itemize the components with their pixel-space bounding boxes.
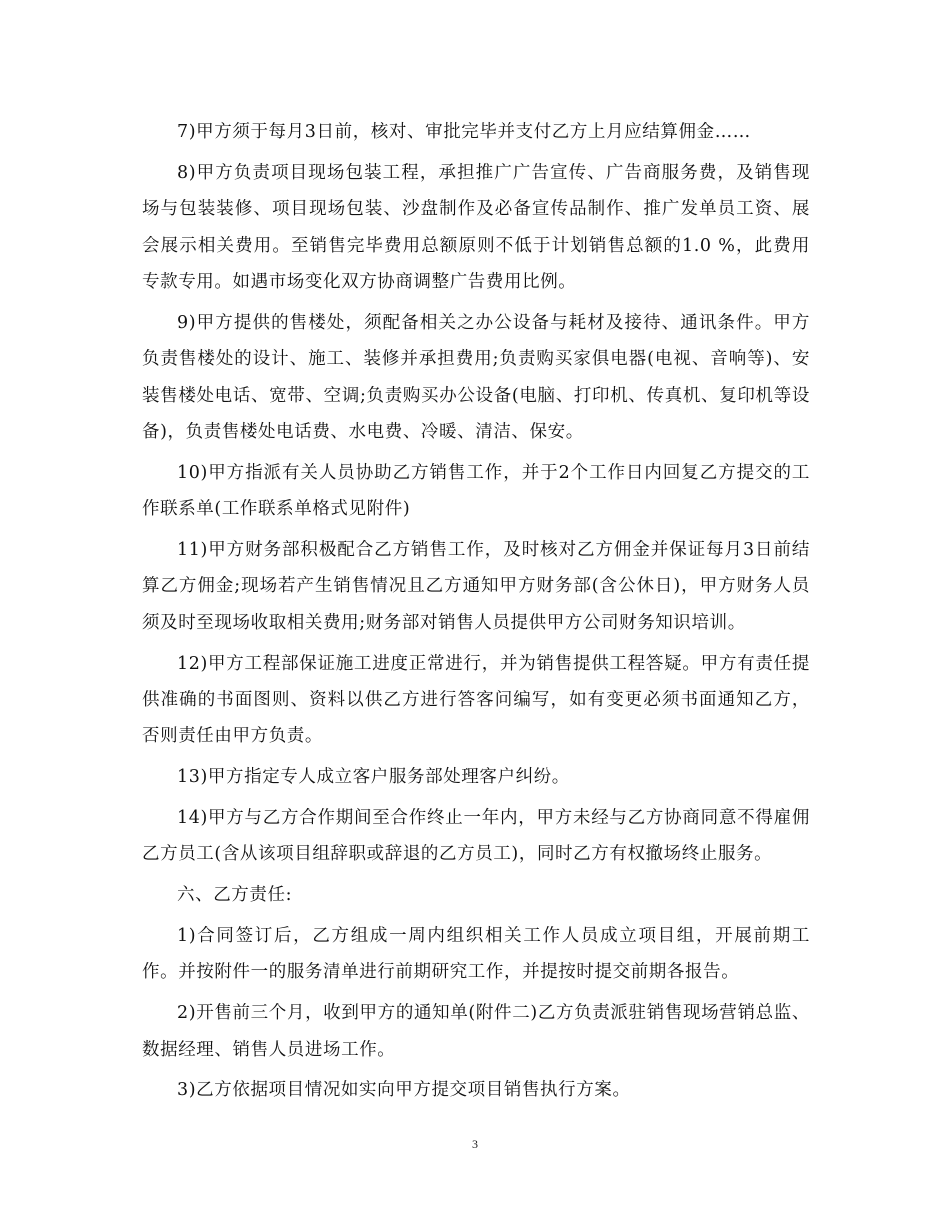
paragraph-11: 11)甲方财务部积极配合乙方销售工作，及时核对乙方佣金并保证每月3日前结算乙方佣金;现场若产生销售情况且乙方通知甲方财务部(含公休日)，甲方财务人员须及时至现场收取相关费用;财务部对销售人员提供甲方公司财务知识培训。 — [142, 540, 810, 633]
paragraph-8: 8)甲方负责项目现场包装工程，承担推广广告宣传、广告商服务费，及销售现场与包装装修、项目现场包装、沙盘制作及必备宣传品制作、推广发单员工资、展会展示相关费用。至销售完毕费用总额原则不低于计划销售总额的1.0 %，此费用专款专用。如遇市场变化双方协商调整广告费用比例。 — [142, 162, 810, 293]
document-body — [142, 114, 810, 1113]
paragraph-12: 12)甲方工程部保证施工进度正常进行，并为销售提供工程答疑。甲方有责任提供准确的书面图则、资料以供乙方进行答客问编写，如有变更必须书面通知乙方，否则责任由甲方负责。 — [142, 653, 810, 747]
paragraph-14: 14)甲方与乙方合作期间至合作终止一年内，甲方未经与乙方协商同意不得雇佣乙方员工(含从该项目组辞职或辞退的乙方员工)，同时乙方有权撤场终止服务。 — [142, 808, 810, 865]
party-b-item-1: 1)合同签订后，乙方组成一周内组织相关工作人员成立项目组，开展前期工作。并按附件一的服务清单进行前期研究工作，并提按时提交前期各报告。 — [142, 926, 810, 983]
paragraph-10: 10)甲方指派有关人员协助乙方销售工作，并于2个工作日内回复乙方提交的工作联系单(工作联系单格式见附件) — [142, 462, 810, 520]
party-b-item-2: 2)开售前三个月，收到甲方的通知单(附件二)乙方负责派驻销售现场营销总监、数据经理、销售人员进场工作。 — [142, 1003, 810, 1060]
paragraph-9: 9)甲方提供的售楼处，须配备相关之办公设备与耗材及接待、通讯条件。甲方负责售楼处的设计、施工、装修并承担费用;负责购买家俱电器(电视、音响等)、安装售楼处电话、宽带、空调;负责购买办公设备(电脑、打印机、传真机、复印机等设备)，负责售楼处电话费、水电费、冷暖、清洁、保安。 — [142, 312, 810, 443]
party-b-item-3: 3)乙方依据项目情况如实向甲方提交项目销售执行方案。 — [177, 1080, 631, 1101]
paragraph-13: 13)甲方指定专人成立客户服务部处理客户纠纷。 — [177, 767, 570, 788]
section-heading-party-b-duties: 六、乙方责任: — [177, 885, 293, 906]
paragraph-7: 7)甲方须于每月3日前，核对、审批完毕并支付乙方上月应结算佣金…… — [177, 122, 751, 142]
page-number: 3 — [472, 1137, 478, 1151]
